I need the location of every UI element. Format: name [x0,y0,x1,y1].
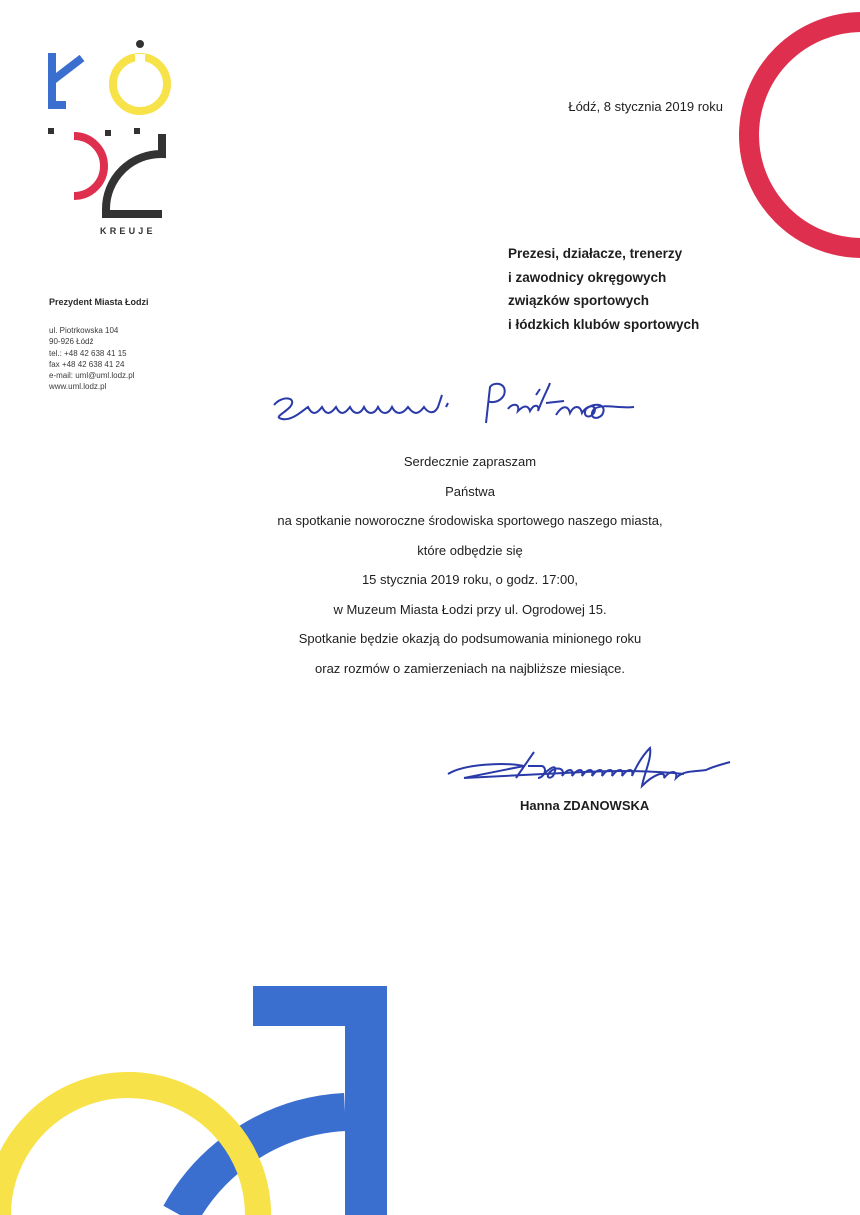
body-line: które odbędzie się [417,542,523,558]
letter-body [185,447,755,683]
sender-title: Prezydent Miasta Łodzi [49,297,149,307]
recipient-line: i zawodnicy okręgowych [508,269,667,285]
blue-arc-shape [180,1112,345,1215]
logo-caption: KREUJE [100,226,156,236]
recipient-line: Prezesi, działacze, trenerzy [508,246,683,261]
body-line: Serdecznie zapraszam [403,454,537,469]
sender-street: ul. Piotrkowska 104 [49,326,119,335]
body-line: Państwa [445,483,495,499]
recipient-line: związków sportowych [508,293,650,308]
letter-date: Łódź, 8 stycznia 2019 roku [568,99,723,114]
signer-name: Hanna ZDANOWSKA [520,798,650,813]
sender-website: www.uml.lodz.pl [49,382,107,392]
handwritten-signature [444,744,736,802]
body-line: 15 stycznia 2019 roku, o godz. 17:00, [361,572,579,587]
body-line: oraz rozmów o zamierzeniach na najbliższe miesiące. [315,660,625,676]
recipient-block [508,242,699,336]
body-line: na spotkanie noworoczne środowiska sportowego naszego miasta, [277,513,663,528]
blue-column-shape [345,986,387,1215]
yellow-overlay-arc-shape [130,1085,258,1215]
sender-postal: 90-926 Łódź [49,337,94,347]
blue-bar-shape [253,986,387,1026]
sender-address [49,325,134,393]
recipient-line: i łódzkich klubów sportowych [508,316,700,332]
red-arc-shape [749,22,860,248]
sender-fax: fax +48 42 638 41 24 [49,359,125,369]
body-line: Spotkanie będzie okazją do podsumowania minionego roku [298,631,642,646]
handwritten-salutation [268,375,658,437]
lodz-logo [44,36,174,246]
sender-phone: tel.: +48 42 638 41 15 [49,348,127,358]
sender-email: e-mail: uml@uml.lodz.pl [49,371,135,381]
body-line: w Muzeum Miasta Łodzi przy ul. Ogrodowej 15. [333,601,607,617]
yellow-arc-shape [0,1085,258,1215]
